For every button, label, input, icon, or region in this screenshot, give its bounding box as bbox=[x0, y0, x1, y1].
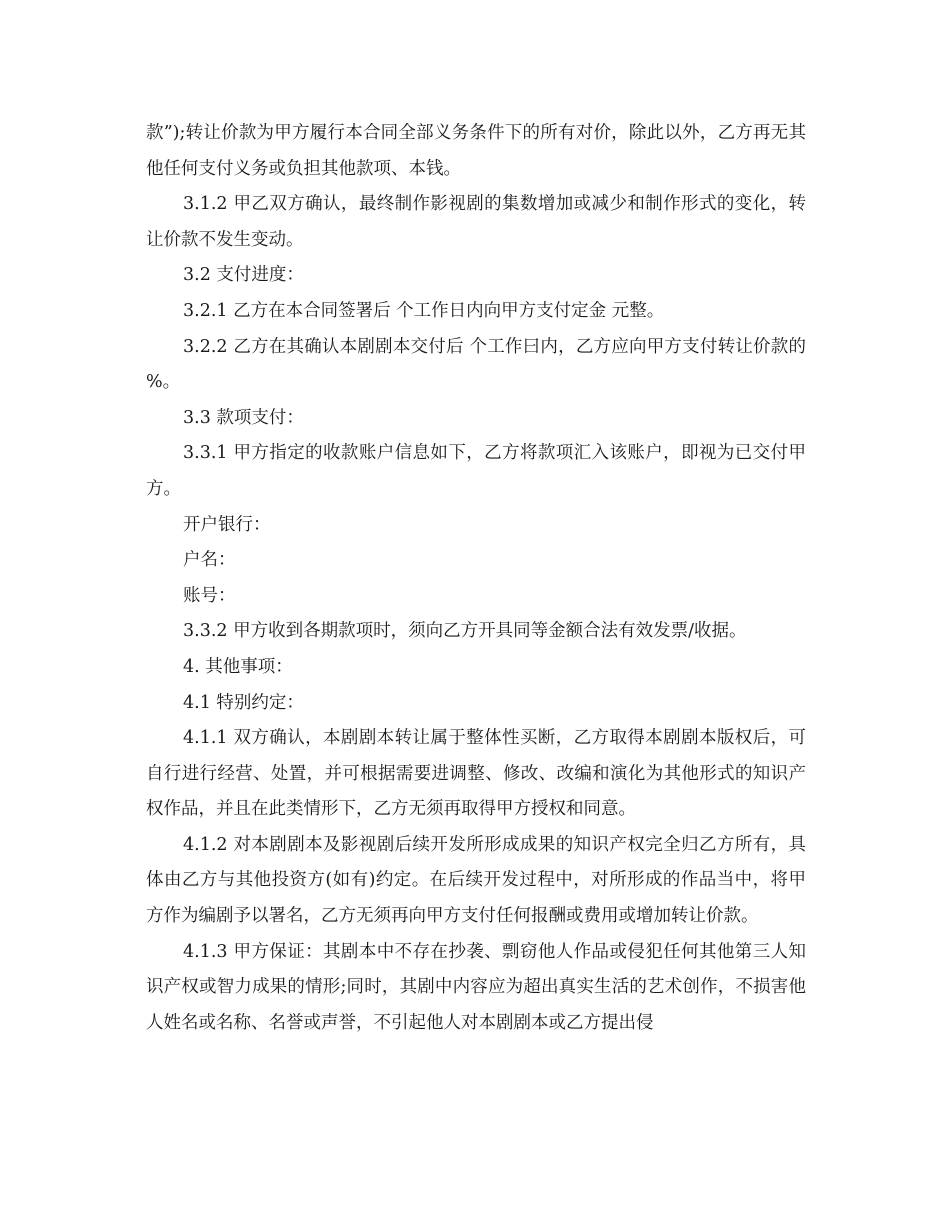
bank-name-label: 开户银行： bbox=[183, 514, 271, 535]
paragraph-continuation: 款”);转让价款为甲方履行本合同全部义务条件下的所有对价，除此以外，乙方再无其他任何支付义务或负担其他款项、本钱。 bbox=[146, 123, 806, 179]
heading-3-3: 3.3 款项支付： bbox=[183, 407, 304, 428]
paragraph-4-1-1: 4.1.1 双方确认，本剧剧本转让属于整体性买断，乙方取得本剧剧本版权后，可自行进行经营、处置，并可根据需要进调整、修改、改编和演化为其他形式的知识产权作品，并且在此类情形下，乙方无须再取得甲方授权和同意。 bbox=[146, 728, 806, 820]
document-page bbox=[146, 116, 806, 1041]
heading-4: 4. 其他事项： bbox=[183, 656, 293, 677]
paragraph-3-3-1: 3.3.1 甲方指定的收款账户信息如下，乙方将款项汇入该账户，即视为已交付甲方。 bbox=[146, 443, 806, 499]
paragraph-3-1-2: 3.1.2 甲乙双方确认，最终制作影视剧的集数增加或减少和制作形式的变化，转让价款不发生变动。 bbox=[146, 194, 806, 250]
paragraph-3-3-2: 3.3.2 甲方收到各期款项时，须向乙方开具同等金额合法有效发票/收据。 bbox=[183, 621, 747, 642]
account-name-label: 户名： bbox=[183, 550, 236, 571]
paragraph-3-2-2: 3.2.2 乙方在其确认本剧剧本交付后 个工作曰内，乙方应向甲方支付转让价款的 %。 bbox=[146, 336, 806, 393]
account-number-label: 账号： bbox=[183, 585, 236, 606]
heading-3-2: 3.2 支付进度： bbox=[183, 265, 304, 286]
heading-4-1: 4.1 特别约定： bbox=[183, 692, 304, 713]
paragraph-4-1-3: 4.1.3 甲方保证：其剧本中不存在抄袭、剽窃他人作品或侵犯任何其他第三人知识产权或智力成果的情形;同时，其剧中内容应为超出真实生活的艺术创作，不损害他人姓名或名称、名誉或声誉，不引起他人对本剧剧本或乙方提出侵 bbox=[146, 941, 806, 1033]
paragraph-3-2-1: 3.2.1 乙方在本合同签署后 个工作日内向甲方支付定金 元整。 bbox=[183, 300, 665, 321]
paragraph-4-1-2: 4.1.2 对本剧剧本及影视剧后续开发所形成成果的知识产权完全归乙方所有，具体由乙方与其他投资方(如有)约定。在后续开发过程中，对所形成的作品当中，将甲方作为编剧予以署名，乙方无须再向甲方支付任何报酬或费用或增加转让价款。 bbox=[146, 834, 806, 927]
